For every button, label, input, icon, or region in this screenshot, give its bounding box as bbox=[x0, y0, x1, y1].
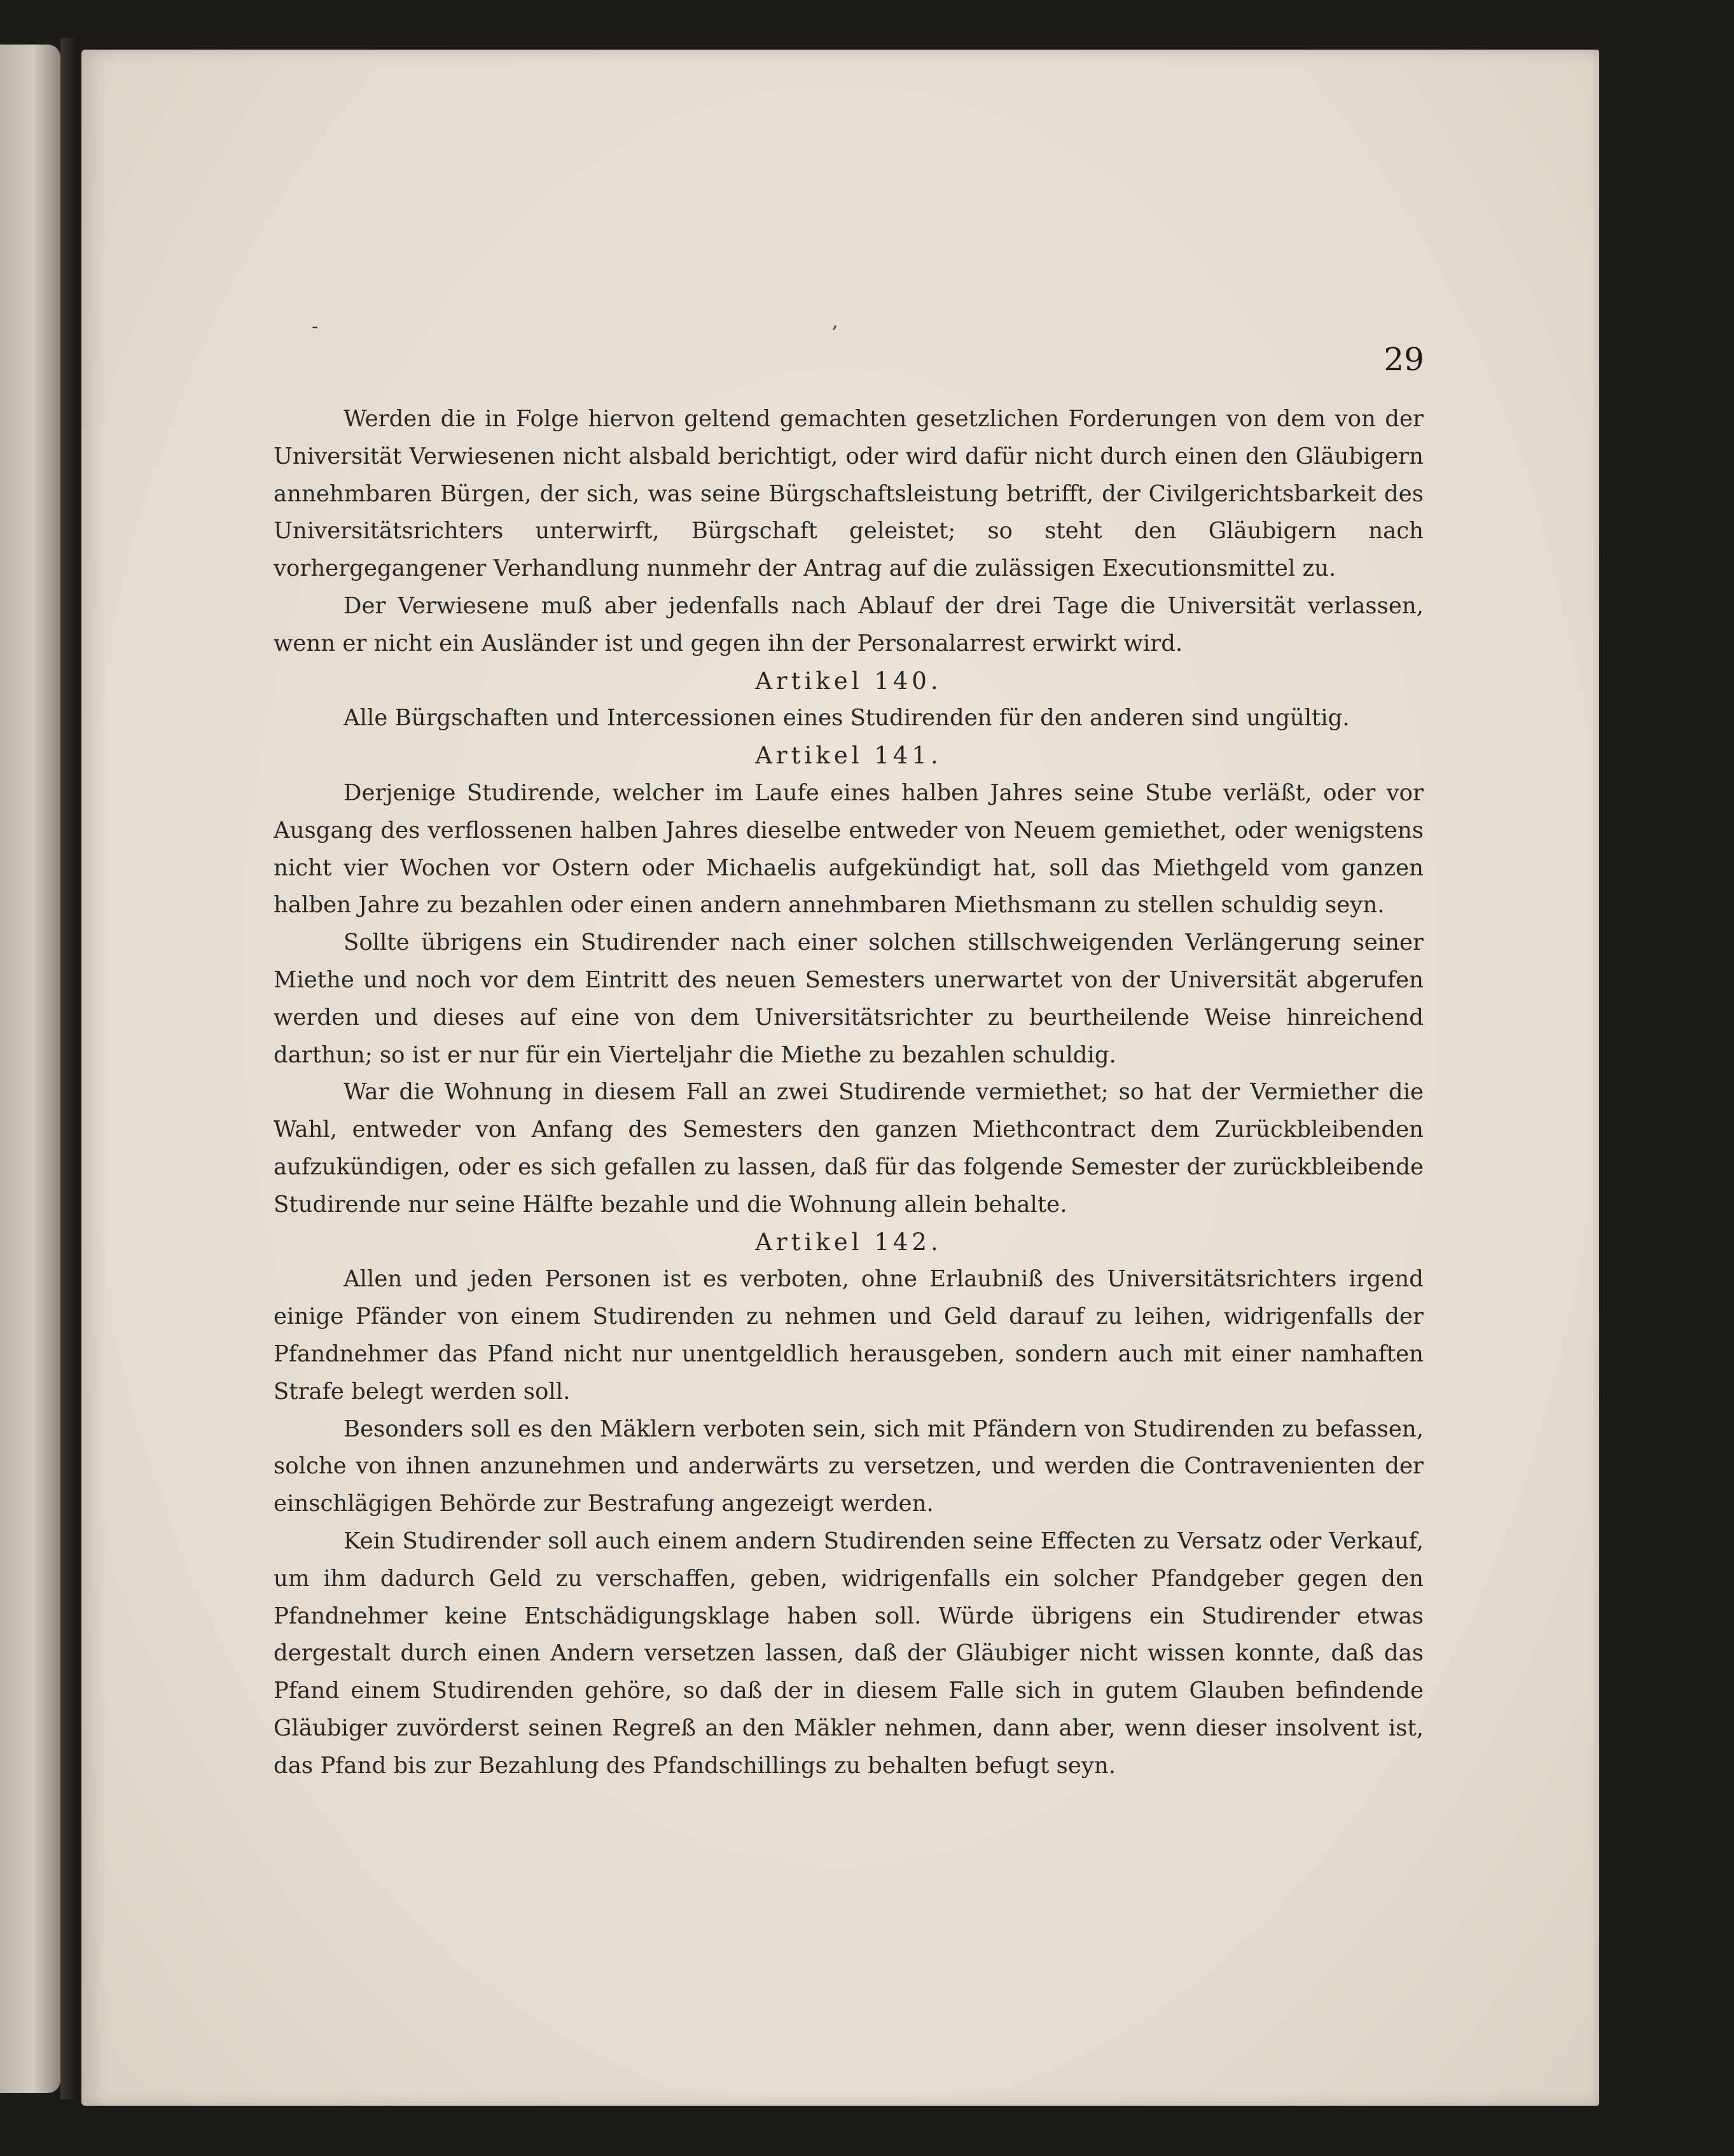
article-heading-141: Artikel 141. bbox=[755, 742, 942, 770]
paragraph: Alle Bürgschaften und Intercessionen eines Studirenden für den anderen sind ungültig. bbox=[343, 705, 1350, 732]
body-text bbox=[274, 401, 1424, 1784]
page-number: 29 bbox=[1384, 341, 1424, 378]
facing-page-edge bbox=[0, 45, 60, 2093]
ink-speck: , bbox=[832, 310, 838, 333]
ink-speck: - bbox=[312, 316, 319, 338]
paragraph: War die Wohnung in diesem Fall an zwei Studirende vermiethet; so hat der Vermiether die Wahl, entweder von Anfang des Semesters den ganzen Miethcontract dem Zurückbleibenden aufzukündigen, oder es sich gefallen zu lassen, daß für das folgende Semester der zurückbleibende Studirende nur seine Hälfte bezahle und die Wohnung allein behalte. bbox=[274, 1079, 1424, 1218]
article-heading-140: Artikel 140. bbox=[755, 667, 942, 695]
paragraph: Besonders soll es den Mäklern verboten sein, sich mit Pfändern von Studirenden zu befassen, solche von ihnen anzunehmen und anderwärts zu versetzen, und werden die Contravenienten der einschlägigen Behörde zur Bestrafung angezeigt werden. bbox=[274, 1415, 1424, 1517]
paragraph: Derjenige Studirende, welcher im Laufe eines halben Jahres seine Stube verläßt, oder vor Ausgang des verflossenen halben Jahres dieselbe entweder von Neuem gemiethet, oder wenigstens nicht vier Wochen vor Ostern oder Michaelis aufgekündigt hat, soll das Miethgeld vom ganzen halben Jahre zu bezahlen oder einen andern annehmbaren Miethsmann zu stellen schuldig seyn. bbox=[274, 779, 1424, 919]
paragraph: Sollte übrigens ein Studirender nach einer solchen stillschweigenden Verlängerung seiner Miethe und noch vor dem Eintritt des neuen Semesters unerwartet von der Universität abgerufen werden und dieses auf eine von dem Universitätsrichter zu beurtheilende Weise hinreichend darthun; so ist er nur für ein Vierteljahr die Miethe zu bezahlen schuldig. bbox=[274, 929, 1424, 1068]
paragraph: Der Verwiesene muß aber jedenfalls nach Ablauf der drei Tage die Universität verlassen, wenn er nicht ein Ausländer ist und gegen ihn der Personalarrest erwirkt wird. bbox=[274, 592, 1424, 657]
paragraph: Werden die in Folge hiervon geltend gemachten gesetzlichen Forderungen von dem von der Universität Verwiesenen nicht alsbald berichtigt, oder wird dafür nicht durch einen den Gläubigern annehmbaren Bürgen, der sich, was seine Bürgschaftsleistung betrifft, der Civilgerichtsbarkeit des Universitätsrichters unterwirft, Bürgschaft geleistet; so steht den Gläubigern nach vorhergegangener Verhandlung nunmehr der Antrag auf die zulässigen Executionsmittel zu. bbox=[274, 406, 1424, 582]
book-page bbox=[81, 50, 1599, 2106]
paragraph: Allen und jeden Personen ist es verboten, ohne Erlaubniß des Universitätsrichters irgend einige Pfänder von einem Studirenden zu nehmen und Geld darauf zu leihen, widrigenfalls der Pfandnehmer das Pfand nicht nur unentgeldlich herausgeben, sondern auch mit einer namhaften Strafe belegt werden soll. bbox=[274, 1266, 1424, 1405]
book-gutter bbox=[60, 38, 80, 2099]
article-heading-142: Artikel 142. bbox=[755, 1228, 942, 1256]
paragraph: Kein Studirender soll auch einem andern Studirenden seine Effecten zu Versatz oder Verkauf, um ihm dadurch Geld zu verschaffen, geben, widrigenfalls ein solcher Pfandgeber gegen den Pfandnehmer keine Entschädigungsklage haben soll. Würde übrigens ein Studirender etwas dergestalt durch einen Andern versetzen lassen, daß der Gläubiger nicht wissen konnte, daß das Pfand einem Studirenden gehöre, so daß der in diesem Falle sich in gutem Glauben befindende Gläubiger zuvörderst seinen Regreß an den Mäkler nehmen, dann aber, wenn dieser insolvent ist, das Pfand bis zur Bezahlung des Pfandschillings zu behalten befugt seyn. bbox=[274, 1527, 1424, 1779]
